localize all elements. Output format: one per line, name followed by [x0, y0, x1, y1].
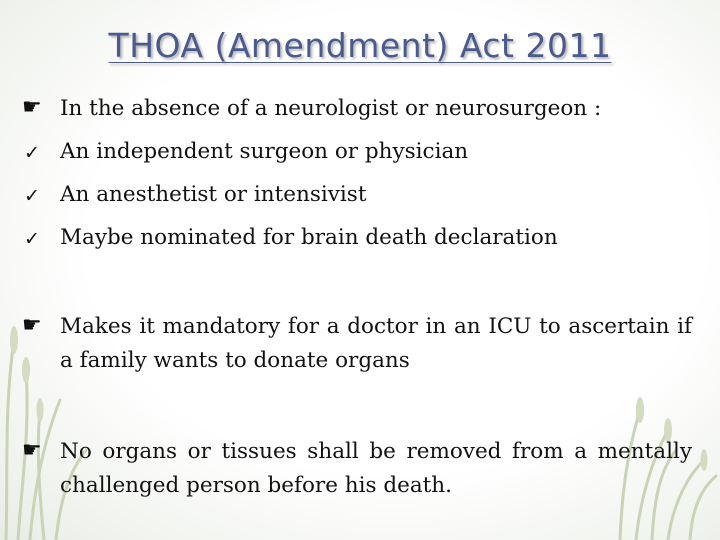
bullet-item-4 — [22, 221, 692, 255]
bullet-item-text: In the absence of a neurologist or neurosurgeon : — [60, 96, 602, 121]
slide-title — [0, 26, 720, 65]
bullet-item-text: Makes it mandatory for a doctor in an ICU to ascertain if a family wants to donate organs — [60, 314, 692, 373]
bullet-item-text: An independent surgeon or physician — [60, 139, 469, 164]
check-mark-icon: ✓ — [24, 185, 40, 207]
bullet-item-1 — [22, 92, 692, 126]
bullet-item-6 — [22, 435, 692, 503]
pointing-hand-icon: ☛ — [22, 438, 42, 463]
bullet-item-text: An anesthetist or intensivist — [60, 182, 367, 207]
pointing-hand-icon: ☛ — [22, 95, 42, 120]
check-mark-icon: ✓ — [24, 228, 40, 250]
slide-title-text: THOA (Amendment) Act 2011 — [108, 26, 612, 65]
bullet-item-3 — [22, 178, 692, 212]
check-mark-icon: ✓ — [24, 142, 40, 164]
pointing-hand-icon: ☛ — [22, 313, 42, 338]
bullet-item-text: No organs or tissues shall be removed from a mentally challenged person before his death. — [60, 439, 692, 498]
bullet-item-text: Maybe nominated for brain death declaration — [60, 225, 558, 250]
bullet-item-5 — [22, 310, 692, 378]
bullet-item-2 — [22, 135, 692, 169]
